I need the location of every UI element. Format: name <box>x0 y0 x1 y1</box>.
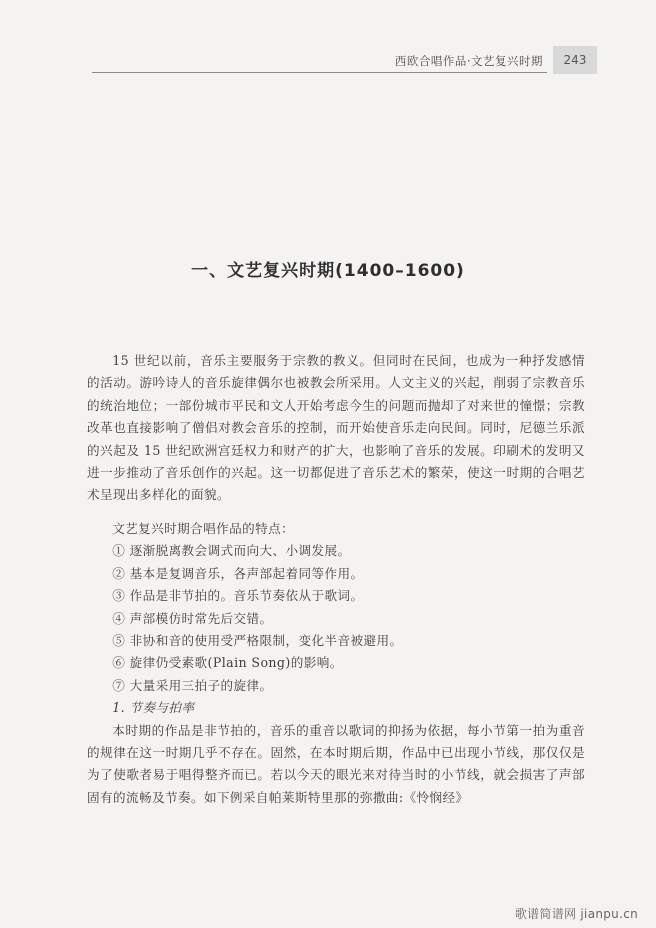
feature-item-5: ⑤ 非协和音的使用受严格限制，变化半音被避用。 <box>112 633 403 649</box>
features-intro: 文艺复兴时期合唱作品的特点： <box>112 521 295 536</box>
page-header <box>92 44 597 76</box>
page-number: 243 <box>553 46 597 74</box>
feature-list <box>87 540 585 697</box>
feature-item-6: ⑥ 旋律仍受素歌(Plain Song)的影响。 <box>112 655 343 671</box>
feature-item-4: ④ 声部模仿时常先后交错。 <box>112 610 273 626</box>
section-heading: 1. 节奏与拍率 <box>112 700 195 716</box>
header-rule <box>92 72 547 73</box>
chapter-title: 一、文艺复兴时期(1400–1600) <box>191 261 465 281</box>
watermark: 歌谱简谱网 jianpu.cn <box>514 907 638 921</box>
features-section <box>87 518 585 809</box>
intro-paragraph: 15 世纪以前，音乐主要服务于宗教的教义。但同时在民间，也成为一种抒发感情的活动。游吟诗人的音乐旋律偶尔也被教会所采用。人文主义的兴起，削弱了宗教音乐的统治地位；一部份城市平民和文人开始考虑今生的问题而抛却了对来世的憧憬；宗教改革也直接影响了僧侣对教会音乐的控制，而开始使音乐走向民间。同时，尼德兰乐派的兴起及 15 世纪欧洲宫廷权力和财产的扩大，也影响了音乐的发展。印刷术的发明又进一步推动了音乐创作的兴起。这一切都促进了音乐艺术的繁荣，使这一时期的合唱艺术呈现出多样化的面貌。 <box>87 353 585 503</box>
feature-item-3: ③ 作品是非节拍的。音乐节奏依从于歌词。 <box>112 588 364 604</box>
feature-item-1: ① 逐渐脱离教会调式而向大、小调发展。 <box>112 543 351 559</box>
running-head: 西欧合唱作品·文艺复兴时期 <box>394 54 543 68</box>
feature-item-2: ② 基本是复调音乐，各声部起着同等作用。 <box>112 565 364 581</box>
intro-section <box>87 350 585 507</box>
section-body: 本时期的作品是非节拍的，音乐的重音以歌词的抑扬为依据，每小节第一拍为重音的规律在这一时期几乎不存在。固然，在本时期后期，作品中已出现小节线，那仅仅是为了使歌者易于唱得整齐而已。若以今天的眼光来对待当时的小节线，就会损害了声部固有的流畅及节奏。如下例采自帕莱斯特里那的弥撒曲:《怜悯经》 <box>87 722 585 805</box>
feature-item-7: ⑦ 大量采用三拍子的旋律。 <box>112 677 273 693</box>
